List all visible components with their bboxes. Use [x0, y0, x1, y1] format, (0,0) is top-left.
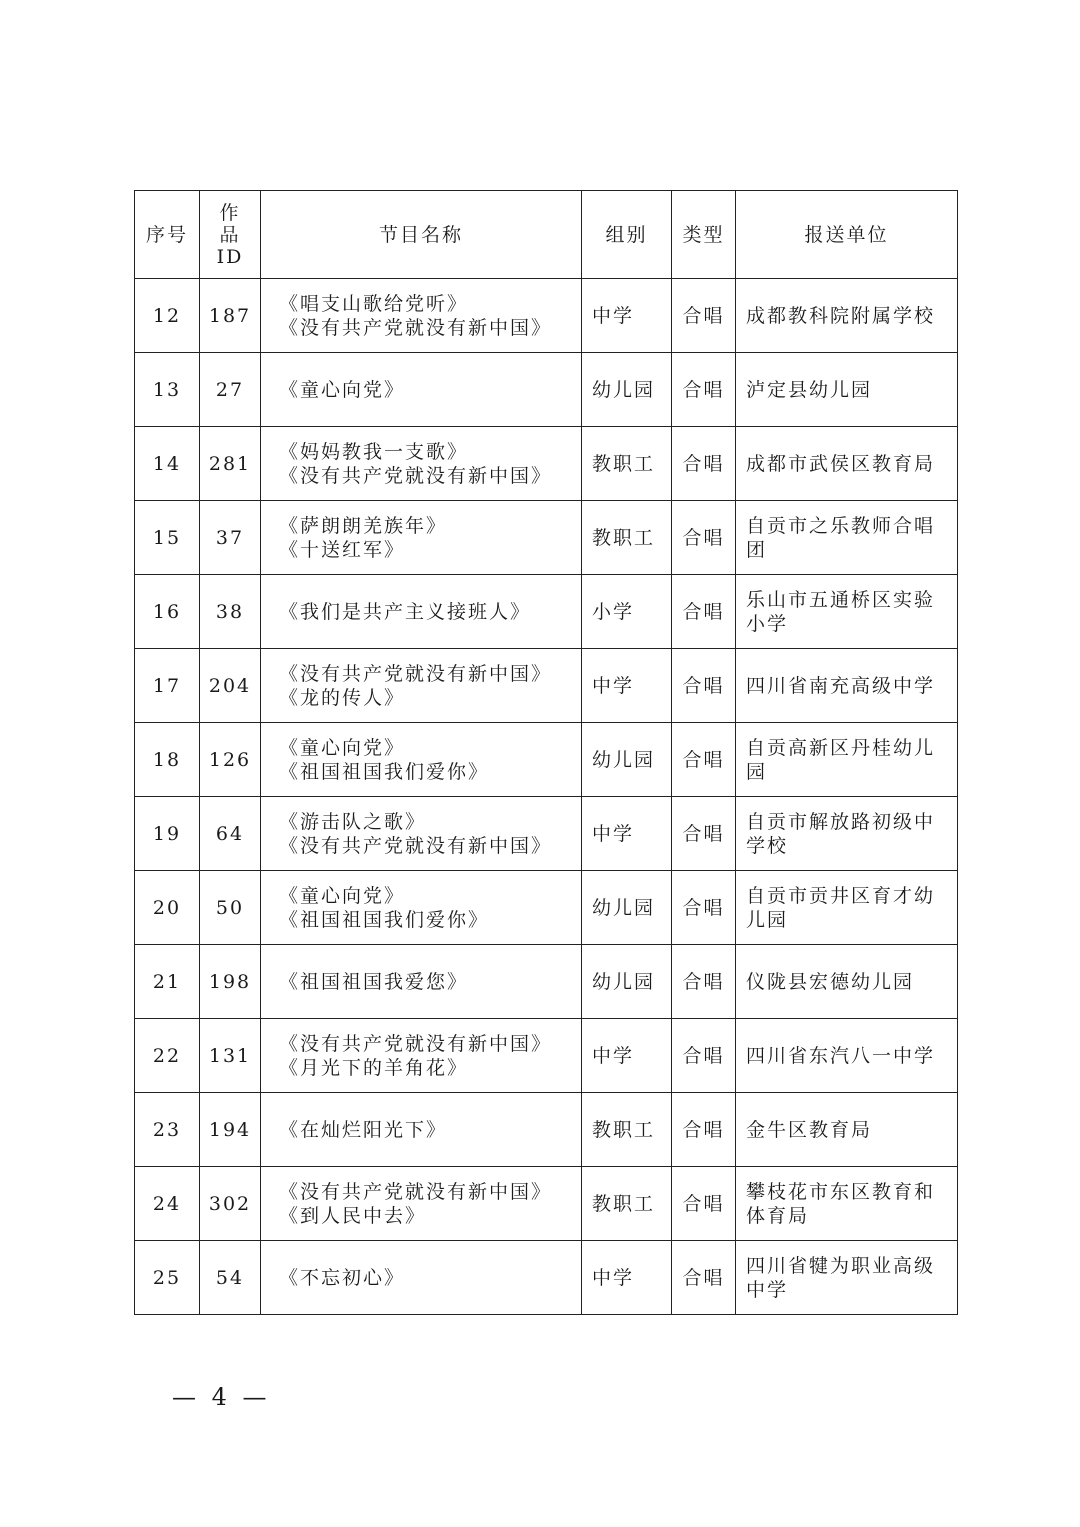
- cell-id: 27: [200, 353, 261, 427]
- program-title-line: 《没有共产党就没有新中国》: [279, 1180, 553, 1203]
- program-title-line: 《童心向党》: [279, 736, 406, 759]
- program-title-line: 《游击队之歌》: [279, 810, 427, 833]
- cell-group: 教职工: [582, 1167, 672, 1241]
- header-title: 节目名称: [261, 191, 582, 279]
- program-title-line: 《没有共产党就没有新中国》: [279, 464, 553, 487]
- cell-title: [261, 649, 582, 723]
- program-title-line: 《祖国祖国我们爱你》: [279, 760, 490, 783]
- table-body: [135, 279, 958, 1315]
- table-row: [135, 1241, 958, 1315]
- program-title-line: 《祖国祖国我爱您》: [279, 970, 469, 993]
- program-table: [134, 190, 958, 1315]
- program-title-line: 《祖国祖国我们爱你》: [279, 908, 490, 931]
- cell-title: [261, 1241, 582, 1315]
- cell-type: 合唱: [672, 723, 736, 797]
- program-title-line: 《妈妈教我一支歌》: [279, 440, 469, 463]
- cell-seq: 19: [135, 797, 200, 871]
- cell-id: 302: [200, 1167, 261, 1241]
- cell-seq: 25: [135, 1241, 200, 1315]
- cell-type: 合唱: [672, 427, 736, 501]
- cell-unit: 泸定县幼儿园: [736, 353, 958, 427]
- cell-type: 合唱: [672, 279, 736, 353]
- cell-title: [261, 353, 582, 427]
- cell-type: 合唱: [672, 649, 736, 723]
- cell-type: 合唱: [672, 501, 736, 575]
- cell-id: 198: [200, 945, 261, 1019]
- cell-type: 合唱: [672, 871, 736, 945]
- cell-group: 教职工: [582, 1093, 672, 1167]
- cell-title: [261, 501, 582, 575]
- table-row: [135, 427, 958, 501]
- cell-id: 50: [200, 871, 261, 945]
- cell-group: 中学: [582, 1019, 672, 1093]
- program-title-line: 《没有共产党就没有新中国》: [279, 662, 553, 685]
- program-title-line: 《不忘初心》: [279, 1266, 406, 1289]
- cell-group: 幼儿园: [582, 723, 672, 797]
- header-type: 类型: [672, 191, 736, 279]
- cell-seq: 21: [135, 945, 200, 1019]
- table-row: [135, 797, 958, 871]
- table-header: [135, 191, 958, 279]
- cell-type: 合唱: [672, 575, 736, 649]
- cell-id: 131: [200, 1019, 261, 1093]
- cell-seq: 17: [135, 649, 200, 723]
- header-id-line3: ID: [216, 245, 244, 268]
- cell-unit: 仪陇县宏德幼儿园: [736, 945, 958, 1019]
- header-row: [135, 191, 958, 279]
- program-title-line: 《我们是共产主义接班人》: [279, 600, 532, 623]
- cell-type: 合唱: [672, 1167, 736, 1241]
- cell-type: 合唱: [672, 353, 736, 427]
- cell-unit: 成都教科院附属学校: [736, 279, 958, 353]
- page-number: — 4 —: [172, 1383, 271, 1411]
- cell-title: [261, 427, 582, 501]
- cell-seq: 24: [135, 1167, 200, 1241]
- program-title-line: 《没有共产党就没有新中国》: [279, 1032, 553, 1055]
- cell-title: [261, 723, 582, 797]
- cell-group: 幼儿园: [582, 945, 672, 1019]
- table-row: [135, 723, 958, 797]
- program-title-line: 《萨朗朗羌族年》: [279, 514, 448, 537]
- program-title-line: 《没有共产党就没有新中国》: [279, 834, 553, 857]
- cell-seq: 15: [135, 501, 200, 575]
- cell-seq: 23: [135, 1093, 200, 1167]
- cell-unit: 自贡高新区丹桂幼儿园: [736, 723, 958, 797]
- cell-unit: 自贡市解放路初级中学校: [736, 797, 958, 871]
- cell-id: 281: [200, 427, 261, 501]
- table-row: [135, 353, 958, 427]
- cell-type: 合唱: [672, 1241, 736, 1315]
- cell-type: 合唱: [672, 1019, 736, 1093]
- table-row: [135, 649, 958, 723]
- cell-unit: 四川省东汽八一中学: [736, 1019, 958, 1093]
- cell-id: 126: [200, 723, 261, 797]
- cell-seq: 13: [135, 353, 200, 427]
- table-row: [135, 575, 958, 649]
- cell-seq: 14: [135, 427, 200, 501]
- table-row: [135, 1019, 958, 1093]
- cell-unit: 攀枝花市东区教育和体育局: [736, 1167, 958, 1241]
- cell-title: [261, 1019, 582, 1093]
- cell-seq: 20: [135, 871, 200, 945]
- program-title-line: 《月光下的羊角花》: [279, 1056, 469, 1079]
- header-seq: 序号: [135, 191, 200, 279]
- cell-seq: 22: [135, 1019, 200, 1093]
- cell-group: 中学: [582, 649, 672, 723]
- table-row: [135, 279, 958, 353]
- cell-type: 合唱: [672, 1093, 736, 1167]
- cell-type: 合唱: [672, 945, 736, 1019]
- cell-seq: 18: [135, 723, 200, 797]
- header-group: 组别: [582, 191, 672, 279]
- table-row: [135, 945, 958, 1019]
- cell-unit: 金牛区教育局: [736, 1093, 958, 1167]
- cell-group: 中学: [582, 1241, 672, 1315]
- cell-group: 教职工: [582, 501, 672, 575]
- header-unit: 报送单位: [736, 191, 958, 279]
- table-row: [135, 1093, 958, 1167]
- cell-id: 194: [200, 1093, 261, 1167]
- cell-group: 教职工: [582, 427, 672, 501]
- cell-unit: 成都市武侯区教育局: [736, 427, 958, 501]
- cell-group: 幼儿园: [582, 871, 672, 945]
- cell-type: 合唱: [672, 797, 736, 871]
- header-id-line2: 品: [219, 223, 241, 246]
- cell-id: 37: [200, 501, 261, 575]
- cell-title: [261, 279, 582, 353]
- cell-id: 38: [200, 575, 261, 649]
- cell-seq: 16: [135, 575, 200, 649]
- cell-title: [261, 1093, 582, 1167]
- header-id-line1: 作: [219, 201, 241, 224]
- cell-group: 幼儿园: [582, 353, 672, 427]
- table-row: [135, 501, 958, 575]
- cell-unit: 四川省犍为职业高级中学: [736, 1241, 958, 1315]
- program-title-line: 《龙的传人》: [279, 686, 406, 709]
- cell-group: 中学: [582, 797, 672, 871]
- program-title-line: 《唱支山歌给党听》: [279, 292, 469, 315]
- table-row: [135, 871, 958, 945]
- cell-title: [261, 945, 582, 1019]
- program-title-line: 《十送红军》: [279, 538, 406, 561]
- program-title-line: 《童心向党》: [279, 378, 406, 401]
- cell-unit: 自贡市之乐教师合唱团: [736, 501, 958, 575]
- cell-title: [261, 575, 582, 649]
- cell-unit: 乐山市五通桥区实验小学: [736, 575, 958, 649]
- cell-unit: 自贡市贡井区育才幼儿园: [736, 871, 958, 945]
- cell-id: 204: [200, 649, 261, 723]
- cell-seq: 12: [135, 279, 200, 353]
- program-title-line: 《童心向党》: [279, 884, 406, 907]
- cell-id: 54: [200, 1241, 261, 1315]
- cell-title: [261, 871, 582, 945]
- cell-unit: 四川省南充高级中学: [736, 649, 958, 723]
- cell-group: 小学: [582, 575, 672, 649]
- program-title-line: 《没有共产党就没有新中国》: [279, 316, 553, 339]
- cell-id: 64: [200, 797, 261, 871]
- cell-id: 187: [200, 279, 261, 353]
- table-row: [135, 1167, 958, 1241]
- cell-title: [261, 1167, 582, 1241]
- program-title-line: 《在灿烂阳光下》: [279, 1118, 448, 1141]
- cell-group: 中学: [582, 279, 672, 353]
- program-title-line: 《到人民中去》: [279, 1204, 427, 1227]
- header-id: [200, 191, 261, 279]
- cell-title: [261, 797, 582, 871]
